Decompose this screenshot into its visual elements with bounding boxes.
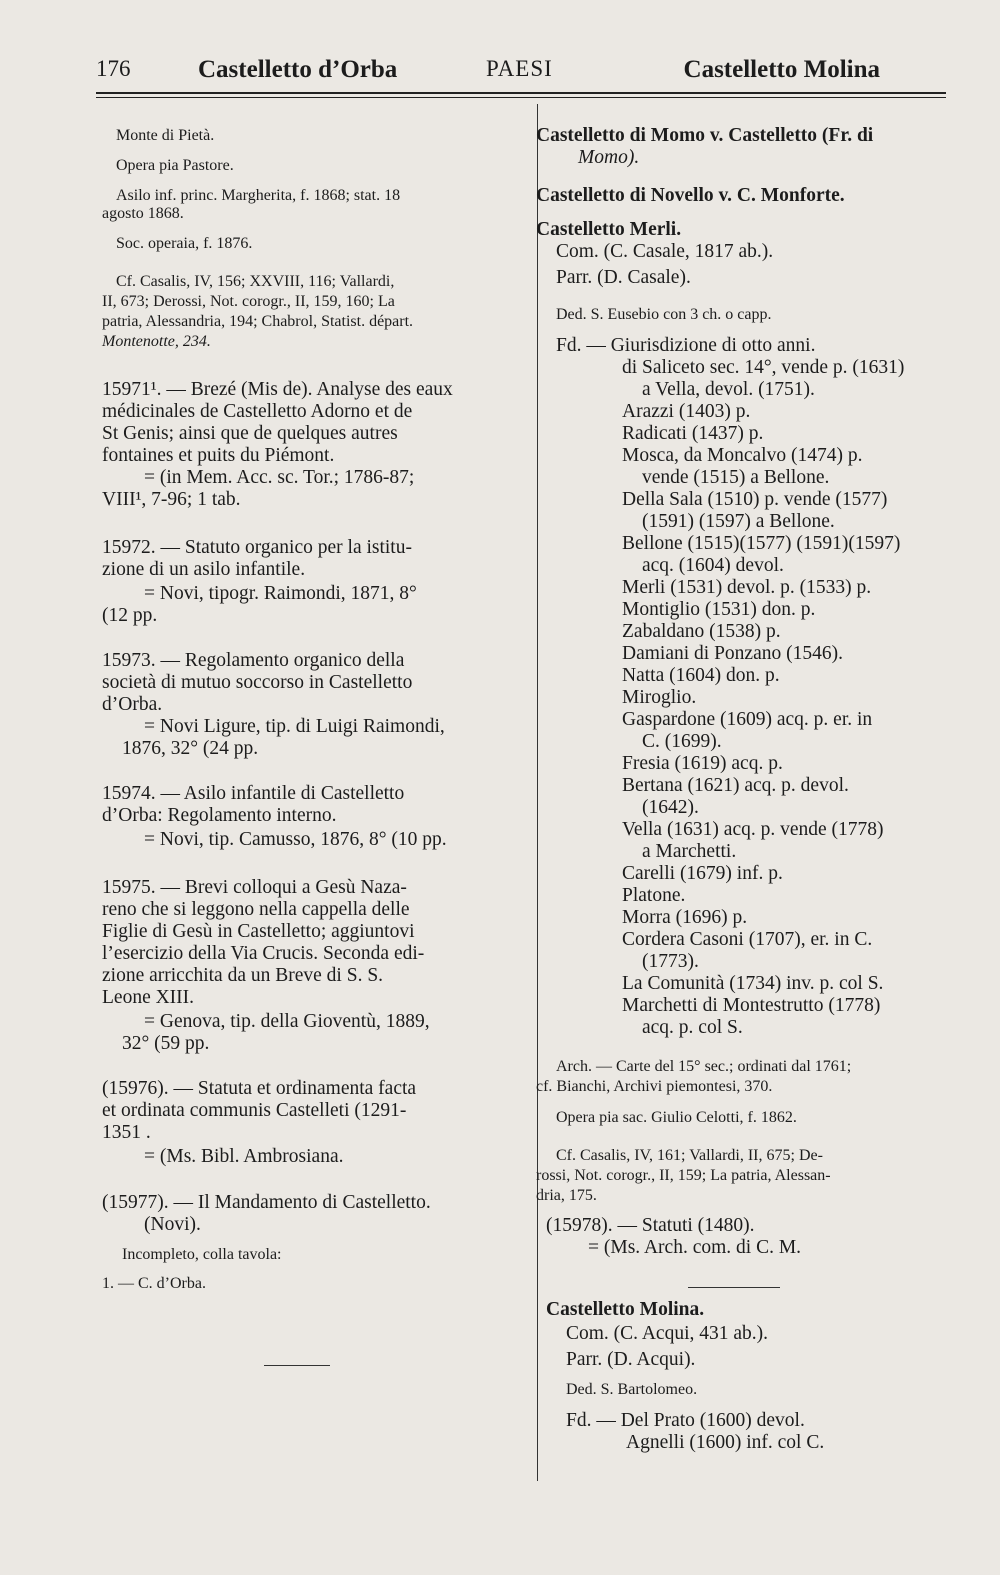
- text-line: cf. Bianchi, Archivi piemontesi, 370.: [536, 1078, 773, 1095]
- text-line: patria, Alessandria, 194; Chabrol, Statist. départ.: [102, 313, 414, 330]
- text-line: = Novi Ligure, tip. di Luigi Raimondi,: [144, 716, 445, 737]
- text-line: Vella (1631) acq. p. vende (1778): [622, 819, 884, 840]
- text-line: 1351 .: [102, 1122, 151, 1143]
- text-line: Asilo inf. princ. Margherita, f. 1868; stat. 18: [116, 187, 401, 204]
- text-line: = Genova, tip. della Gioventù, 1889,: [144, 1011, 430, 1032]
- text-line: zione di un asilo infantile.: [102, 559, 306, 580]
- text-line: Fresia (1619) acq. p.: [622, 753, 783, 774]
- text-line: = (Ms. Arch. com. di C. M.: [588, 1237, 802, 1258]
- text-line: (1591) (1597) a Bellone.: [642, 511, 835, 532]
- text-line: (1773).: [642, 951, 699, 972]
- text-line: Incompleto, colla tavola:: [122, 1246, 282, 1263]
- entry-15976: (15976). — Statuta et ordinamenta facta: [102, 1078, 417, 1099]
- text-line: Miroglio.: [622, 687, 697, 708]
- entry-15974: 15974. — Asilo infantile di Castelletto: [102, 783, 405, 804]
- text-line: 1. — C. d’Orba.: [102, 1275, 206, 1292]
- page-header: [96, 56, 946, 90]
- text-line: médicinales de Castelletto Adorno et de: [102, 401, 413, 422]
- text-line: Agnelli (1600) inf. col C.: [626, 1432, 825, 1453]
- text-line: reno che si leggono nella cappella delle: [102, 899, 410, 920]
- text-line: Fd. — Del Prato (1600) devol.: [566, 1410, 805, 1431]
- entry-15973: 15973. — Regolamento organico della: [102, 650, 405, 671]
- text-line: Merli (1531) devol. p. (1533) p.: [622, 577, 872, 598]
- text-line: Montiglio (1531) don. p.: [622, 599, 816, 620]
- text-line: Marchetti di Montestrutto (1778): [622, 995, 881, 1016]
- entry-15972: 15972. — Statuto organico per la istitu-: [102, 537, 412, 558]
- section-rule: [264, 1365, 330, 1366]
- text-line: Parr. (D. Casale).: [556, 267, 691, 288]
- text-line: II, 673; Derossi, Not. corogr., II, 159, 160; La: [102, 293, 395, 310]
- text-line: = (in Mem. Acc. sc. Tor.; 1786-87;: [144, 467, 415, 488]
- entry-heading: Castelletto di Novello v. C. Monforte.: [536, 185, 845, 206]
- entry-15978: (15978). — Statuti (1480).: [546, 1215, 755, 1236]
- text-line: (12 pp.: [102, 605, 158, 626]
- text-line: Cordera Casoni (1707), er. in C.: [622, 929, 873, 950]
- page-number: 176: [96, 56, 131, 81]
- text-line: C. (1699).: [642, 731, 722, 752]
- text-line: Natta (1604) don. p.: [622, 665, 780, 686]
- running-head-right: Castelletto Molina: [683, 56, 880, 83]
- text-line: Parr. (D. Acqui).: [566, 1349, 696, 1370]
- text-line: a Marchetti.: [642, 841, 737, 862]
- text-line: fontaines et puits du Piémont.: [102, 445, 335, 466]
- text-line: zione arricchita da un Breve di S. S.: [102, 965, 384, 986]
- text-line: acq. p. col S.: [642, 1017, 743, 1038]
- column-divider: [537, 104, 538, 1481]
- text-line: Carelli (1679) inf. p.: [622, 863, 783, 884]
- text-line: Della Sala (1510) p. vende (1577): [622, 489, 888, 510]
- text-line: VIII¹, 7-96; 1 tab.: [102, 489, 241, 510]
- entry-heading: Castelletto di Momo v. Castelletto (Fr. di: [536, 125, 874, 146]
- text-line: Gaspardone (1609) acq. p. er. in: [622, 709, 873, 730]
- text-line: d’Orba.: [102, 694, 163, 715]
- text-line: Com. (C. Casale, 1817 ab.).: [556, 241, 774, 262]
- text-line: Soc. operaia, f. 1876.: [116, 235, 253, 252]
- text-line: = (Ms. Bibl. Ambrosiana.: [144, 1146, 344, 1167]
- section-rule: [688, 1287, 780, 1288]
- text-line: Monte di Pietà.: [116, 127, 215, 144]
- entry-heading: Castelletto Merli.: [536, 219, 682, 240]
- text-line: dria, 175.: [536, 1187, 597, 1204]
- text-line: Montenotte, 234.: [102, 333, 211, 350]
- text-line: Bertana (1621) acq. p. devol.: [622, 775, 849, 796]
- entry-heading: Castelletto Molina.: [546, 1299, 705, 1320]
- text-line: acq. (1604) devol.: [642, 555, 784, 576]
- text-line: vende (1515) a Bellone.: [642, 467, 830, 488]
- text-line: 32° (59 pp.: [122, 1033, 210, 1054]
- text-line: Bellone (1515)(1577) (1591)(1597): [622, 533, 901, 554]
- text-line: (Novi).: [144, 1214, 201, 1235]
- text-line: et ordinata communis Castelleti (1291-: [102, 1100, 407, 1121]
- text-line: Cf. Casalis, IV, 156; XXVIII, 116; Vallardi,: [116, 273, 395, 290]
- text-line: rossi, Not. corogr., II, 159; La patria, Alessan-: [536, 1167, 831, 1184]
- header-rule: [96, 92, 946, 94]
- text-line: Mosca, da Moncalvo (1474) p.: [622, 445, 863, 466]
- text-line: Zabaldano (1538) p.: [622, 621, 781, 642]
- text-line: Ded. S. Eusebio con 3 ch. o capp.: [556, 306, 772, 323]
- entry-15977: (15977). — Il Mandamento di Castelletto.: [102, 1192, 431, 1213]
- text-line: Cf. Casalis, IV, 161; Vallardi, II, 675; De-: [556, 1147, 823, 1164]
- text-line: Figlie di Gesù in Castelletto; aggiuntovi: [102, 921, 415, 942]
- text-line: 1876, 32° (24 pp.: [122, 738, 259, 759]
- text-line: Morra (1696) p.: [622, 907, 748, 928]
- text-line: = Novi, tipogr. Raimondi, 1871, 8°: [144, 583, 417, 604]
- entry-15975: 15975. — Brevi colloqui a Gesù Naza-: [102, 877, 407, 898]
- text-line: Opera pia sac. Giulio Celotti, f. 1862.: [556, 1109, 797, 1126]
- text-line: (1642).: [642, 797, 699, 818]
- text-line: agosto 1868.: [102, 205, 184, 222]
- text-line: società di mutuo soccorso in Castelletto: [102, 672, 413, 693]
- text-line: a Vella, devol. (1751).: [642, 379, 815, 400]
- text-line: Arazzi (1403) p.: [622, 401, 751, 422]
- text-line: Fd. — Giurisdizione di otto anni.: [556, 335, 816, 356]
- entry-15971: 15971¹. — Brezé (Mis de). Analyse des eaux: [102, 379, 453, 400]
- text-line: d’Orba: Regolamento interno.: [102, 805, 337, 826]
- text-line: St Genis; ainsi que de quelques autres: [102, 423, 398, 444]
- text-line: La Comunità (1734) inv. p. col S.: [622, 973, 884, 994]
- text-line: Platone.: [622, 885, 686, 906]
- text-line: Arch. — Carte del 15° sec.; ordinati dal 1761;: [556, 1058, 852, 1075]
- text-line: l’esercizio della Via Crucis. Seconda edi-: [102, 943, 425, 964]
- text-line: Opera pia Pastore.: [116, 157, 234, 174]
- text-line: Ded. S. Bartolomeo.: [566, 1381, 698, 1398]
- text-line: Leone XIII.: [102, 987, 195, 1008]
- text-line: = Novi, tip. Camusso, 1876, 8° (10 pp.: [144, 829, 447, 850]
- text-line: Momo).: [578, 147, 640, 168]
- header-rule-thin: [96, 97, 946, 98]
- text-line: Damiani di Ponzano (1546).: [622, 643, 843, 664]
- running-head-left: Castelletto d’Orba: [198, 56, 398, 83]
- text-line: Radicati (1437) p.: [622, 423, 764, 444]
- text-line: Com. (C. Acqui, 431 ab.).: [566, 1323, 769, 1344]
- running-head-center: PAESI: [486, 56, 553, 81]
- text-line: di Saliceto sec. 14°, vende p. (1631): [622, 357, 905, 378]
